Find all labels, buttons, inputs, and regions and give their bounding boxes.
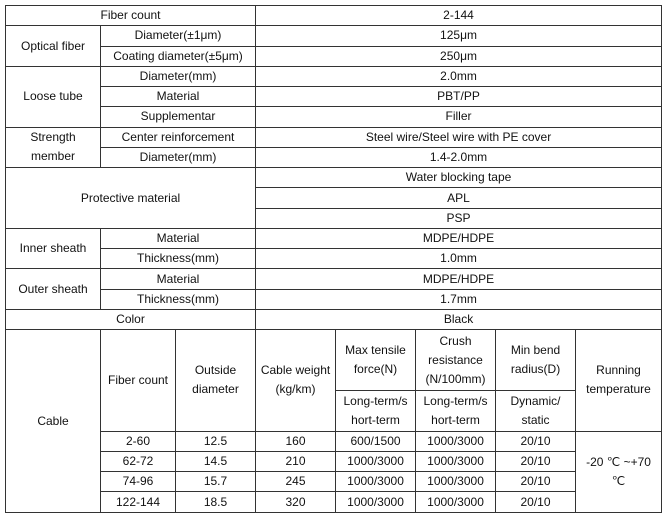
table-row <box>6 451 662 471</box>
subheader-crush: Long-term/s hort-term <box>416 391 496 432</box>
table-row <box>6 46 662 66</box>
table-row <box>6 492 662 513</box>
header-min-bend: Min bend radius(D) <box>496 330 576 391</box>
value-cell: PSP <box>256 208 662 228</box>
param-cell: Material <box>101 87 256 107</box>
cell-weight: 210 <box>256 451 336 471</box>
subheader-tensile: Long-term/s hort-term <box>336 391 416 432</box>
param-cell: Thickness(mm) <box>101 249 256 269</box>
table-row <box>6 127 662 147</box>
table-row <box>6 26 662 46</box>
table-row <box>6 472 662 492</box>
cell-tensile: 1000/3000 <box>336 472 416 492</box>
header-max-tensile: Max tensile force(N) <box>336 330 416 391</box>
cell-tensile: 1000/3000 <box>336 451 416 471</box>
cable-label: Cable <box>6 330 101 513</box>
cell-outside-diameter: 12.5 <box>176 431 256 451</box>
cell-outside-diameter: 14.5 <box>176 451 256 471</box>
strength-member-label: Strength member <box>6 127 101 168</box>
cell-bend: 20/10 <box>496 451 576 471</box>
param-cell: Thickness(mm) <box>101 289 256 309</box>
value-cell: 2.0mm <box>256 66 662 86</box>
header-fiber-count: Fiber count <box>101 330 176 431</box>
table-row <box>6 87 662 107</box>
table-row <box>6 249 662 269</box>
table-row <box>6 309 662 329</box>
table-row <box>6 66 662 86</box>
header-crush-resistance: Crush resistance (N/100mm) <box>416 330 496 391</box>
cell-weight: 245 <box>256 472 336 492</box>
param-cell: Coating diameter(±5μm) <box>101 46 256 66</box>
cell-weight: 320 <box>256 492 336 513</box>
cable-spec-table <box>5 5 662 513</box>
fiber-count-value: 2-144 <box>256 6 662 26</box>
cell-crush: 1000/3000 <box>416 451 496 471</box>
cell-tensile: 600/1500 <box>336 431 416 451</box>
header-cable-weight: Cable weight (kg/km) <box>256 330 336 431</box>
param-cell: Diameter(±1μm) <box>101 26 256 46</box>
table-row <box>6 107 662 127</box>
table-row <box>6 6 662 26</box>
param-cell: Diameter(mm) <box>101 66 256 86</box>
value-cell: Filler <box>256 107 662 127</box>
cell-crush: 1000/3000 <box>416 431 496 451</box>
value-cell: 250μm <box>256 46 662 66</box>
cell-fiber-count: 74-96 <box>101 472 176 492</box>
header-running-temperature: Running temperature <box>576 330 662 431</box>
value-cell: 1.0mm <box>256 249 662 269</box>
running-temperature-value: -20 ℃ ~+70 ℃ <box>576 431 662 512</box>
param-cell: Center reinforcement <box>101 127 256 147</box>
header-outside-diameter: Outside diameter <box>176 330 256 431</box>
value-cell: 125μm <box>256 26 662 46</box>
value-cell: APL <box>256 188 662 208</box>
outer-sheath-color-label: Color <box>6 309 256 329</box>
subheader-bend: Dynamic/ static <box>496 391 576 432</box>
cell-bend: 20/10 <box>496 472 576 492</box>
table-row <box>6 431 662 451</box>
value-cell: Steel wire/Steel wire with PE cover <box>256 127 662 147</box>
inner-sheath-label: Inner sheath <box>6 228 101 269</box>
cell-fiber-count: 2-60 <box>101 431 176 451</box>
value-cell: 1.7mm <box>256 289 662 309</box>
value-cell: Water blocking tape <box>256 168 662 188</box>
table-row <box>6 289 662 309</box>
optical-fiber-label: Optical fiber <box>6 26 101 67</box>
param-cell: Material <box>101 228 256 248</box>
table-row <box>6 330 662 391</box>
cell-bend: 20/10 <box>496 492 576 513</box>
outer-sheath-color-value: Black <box>256 309 662 329</box>
fiber-count-label: Fiber count <box>6 6 256 26</box>
outer-sheath-label: Outer sheath <box>6 269 101 310</box>
param-cell: Diameter(mm) <box>101 147 256 167</box>
cell-outside-diameter: 18.5 <box>176 492 256 513</box>
cell-bend: 20/10 <box>496 431 576 451</box>
cell-weight: 160 <box>256 431 336 451</box>
cell-fiber-count: 122-144 <box>101 492 176 513</box>
value-cell: MDPE/HDPE <box>256 228 662 248</box>
value-cell: MDPE/HDPE <box>256 269 662 289</box>
value-cell: PBT/PP <box>256 87 662 107</box>
protective-material-label: Protective material <box>6 168 256 229</box>
value-cell: 1.4-2.0mm <box>256 147 662 167</box>
table-row <box>6 147 662 167</box>
cell-tensile: 1000/3000 <box>336 492 416 513</box>
param-cell: Material <box>101 269 256 289</box>
param-cell: Supplementar <box>101 107 256 127</box>
table-row <box>6 228 662 248</box>
loose-tube-label: Loose tube <box>6 66 101 127</box>
cell-outside-diameter: 15.7 <box>176 472 256 492</box>
table-row <box>6 168 662 188</box>
cell-fiber-count: 62-72 <box>101 451 176 471</box>
table-row <box>6 269 662 289</box>
cell-crush: 1000/3000 <box>416 472 496 492</box>
cell-crush: 1000/3000 <box>416 492 496 513</box>
